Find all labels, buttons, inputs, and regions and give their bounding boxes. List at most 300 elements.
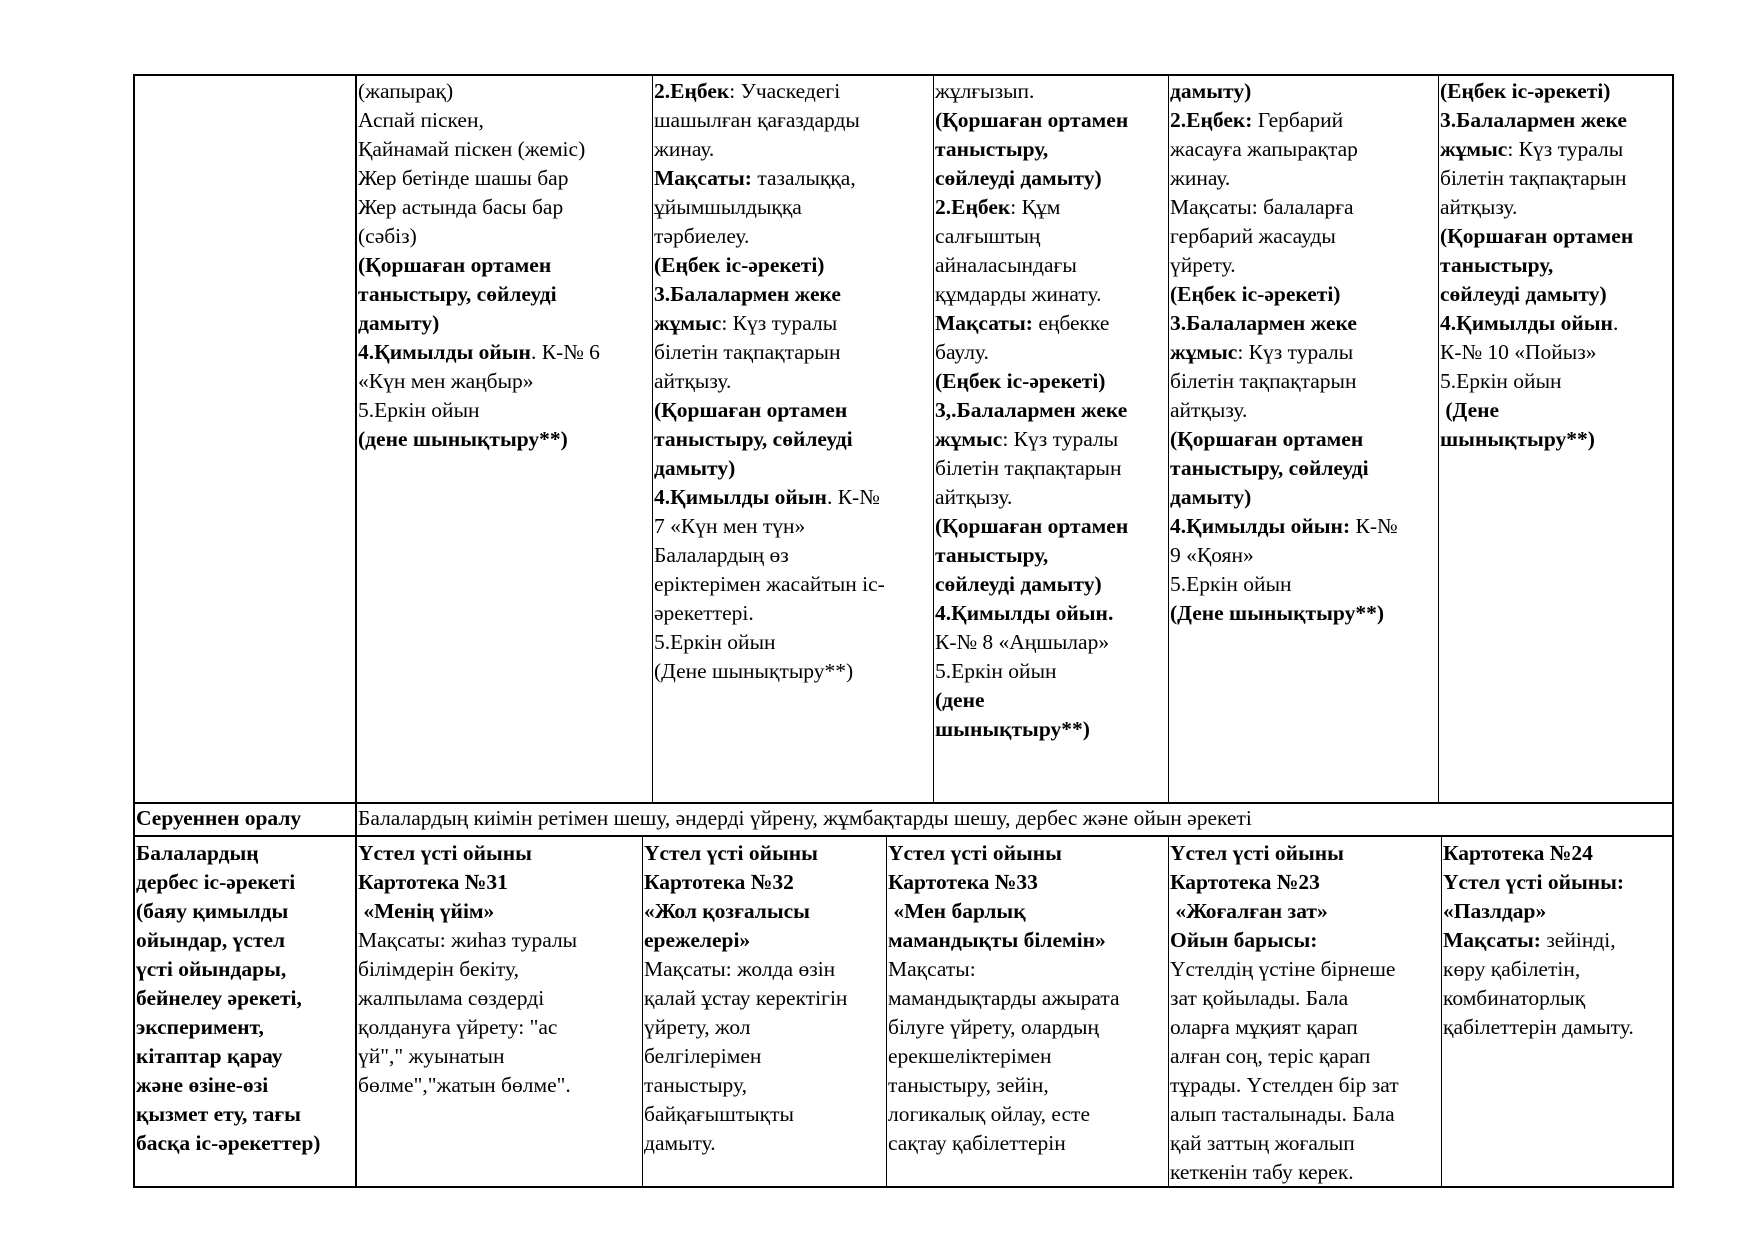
cell-text-line <box>1440 309 1671 338</box>
body-text: үйрету. <box>1170 253 1236 277</box>
cell-text-line <box>136 839 353 868</box>
table-border-top <box>133 74 1674 76</box>
body-text: тұрады. Үстелден бір зат <box>1170 1073 1399 1097</box>
body-text: 5.Еркін ойын <box>935 659 1057 683</box>
bold-text: «Менің үйім» <box>358 899 495 923</box>
bold-text: сөйлеуді дамыту) <box>1440 282 1607 306</box>
cell-text-line <box>644 868 885 897</box>
cell-text-line <box>888 1013 1167 1042</box>
body-text: . К-№ 6 <box>530 340 600 364</box>
cell-text-line <box>644 955 885 984</box>
bold-text: таныстыру, сөйлеуді <box>358 282 557 306</box>
cell-text-line <box>644 1129 885 1158</box>
bold-text: (Қоршаған ортамен <box>1170 427 1364 451</box>
cell-text-line <box>1443 1013 1671 1042</box>
cell-text-line <box>644 1100 885 1129</box>
body-text: оларға мұқият қарап <box>1170 1015 1358 1039</box>
bold-text: (Дене <box>1440 398 1500 422</box>
bold-text: «Мен барлық <box>888 899 1026 923</box>
cell-text-line <box>935 106 1167 135</box>
cell-text-line <box>1170 164 1437 193</box>
bold-text: таныстыру, <box>1440 253 1554 277</box>
cell-text-line <box>935 164 1167 193</box>
body-text: Үстелдің үстіне бірнеше <box>1170 957 1396 981</box>
cell-text-line <box>358 251 650 280</box>
cell-top-col-1 <box>136 77 353 801</box>
body-text: Балалардың киімін ретімен шешу, әндерді үйрену, жұмбақтарды шешу, дербес және ойын әрекеті <box>358 806 1252 830</box>
body-text: : Күз туралы <box>1507 137 1624 161</box>
body-text: мамандықтарды ажырата <box>888 986 1120 1010</box>
body-text: баулу. <box>935 340 989 364</box>
cell-text-line <box>644 1071 885 1100</box>
bold-text: (баяу қимылды <box>136 899 289 923</box>
bold-text: «Жол қозғалысы <box>644 899 810 923</box>
body-text: дамыту. <box>644 1131 716 1155</box>
body-text: зейінді, <box>1540 928 1616 952</box>
body-text: зат қойылады. Бала <box>1170 986 1349 1010</box>
cell-text-line <box>1170 541 1437 570</box>
cell-return-content <box>358 804 1670 835</box>
cell-text-line <box>1170 926 1440 955</box>
cell-text-line <box>358 367 650 396</box>
cell-text-line <box>654 628 931 657</box>
cell-text-line <box>644 1013 885 1042</box>
body-text: логикалық ойлау, есте <box>888 1102 1090 1126</box>
body-text: таныстыру, зейін, <box>888 1073 1049 1097</box>
cell-text-line <box>935 193 1167 222</box>
cell-text-line <box>1170 280 1437 309</box>
cell-text-line <box>1170 839 1440 868</box>
bold-text: Ойын барысы: <box>1170 928 1318 952</box>
body-text: «Күн мен жаңбыр» <box>358 369 534 393</box>
bold-text: (дене шынықтыру**) <box>358 427 568 451</box>
cell-text-line <box>1170 135 1437 164</box>
body-text: Мақсаты: <box>888 957 976 981</box>
cell-text-line <box>358 955 640 984</box>
body-text: білетін тақпақтарын <box>654 340 841 364</box>
body-text: 5.Еркін ойын <box>1170 572 1292 596</box>
col-divider-top-2 <box>933 74 934 804</box>
body-text: қолдануға үйрету: "ас <box>358 1015 558 1039</box>
cell-text-line <box>935 77 1167 106</box>
bold-text: (Қоршаған ортамен <box>1440 224 1634 248</box>
bold-text: Үстел үсті ойыны: <box>1443 870 1625 894</box>
cell-text-line <box>1440 135 1671 164</box>
cell-text-line <box>136 1042 353 1071</box>
cell-text-line <box>1170 1129 1440 1158</box>
cell-text-line <box>358 193 650 222</box>
cell-text-line <box>654 106 931 135</box>
cell-text-line <box>358 984 640 1013</box>
bold-text: таныстыру, сөйлеуді <box>654 427 853 451</box>
cell-text-line <box>1170 1071 1440 1100</box>
body-text: К-№ <box>1350 514 1398 538</box>
body-text: комбинаторлық <box>1443 986 1586 1010</box>
table-border-left <box>133 74 135 1188</box>
cell-text-line <box>1440 396 1671 425</box>
cell-text-line <box>358 222 650 251</box>
body-text: жинау. <box>1170 166 1231 190</box>
cell-text-line <box>1170 425 1437 454</box>
cell-text-line <box>654 222 931 251</box>
cell-text-line <box>935 628 1167 657</box>
table-border-bottom <box>133 1186 1674 1188</box>
cell-text-line <box>1170 222 1437 251</box>
bold-text: 3.Балалармен жеке <box>1170 311 1357 335</box>
cell-text-line <box>358 135 650 164</box>
cell-text-line <box>358 804 1670 833</box>
body-text: (жапырақ) <box>358 79 454 103</box>
cell-independent-col-5 <box>1170 839 1440 1185</box>
cell-text-line <box>358 1071 640 1100</box>
bold-text: мамандықты білемін» <box>888 928 1106 952</box>
cell-text-line <box>654 657 931 686</box>
body-text: көру қабілетін, <box>1443 957 1581 981</box>
cell-text-line <box>1440 106 1671 135</box>
cell-text-line <box>1170 599 1437 628</box>
cell-return-label <box>136 804 353 835</box>
cell-text-line <box>654 396 931 425</box>
body-text: белгілерімен <box>644 1044 762 1068</box>
bold-text: Балалардың <box>136 841 259 865</box>
cell-text-line <box>888 926 1167 955</box>
bold-text: (Қоршаған ортамен <box>935 108 1129 132</box>
cell-text-line <box>358 396 650 425</box>
body-text: Мақсаты: жиһаз туралы <box>358 928 578 952</box>
cell-text-line <box>654 251 931 280</box>
body-text: тазалыққа, <box>751 166 856 190</box>
body-text: бөлме","жатын бөлме". <box>358 1073 571 1097</box>
bold-text: таныстыру, <box>935 543 1049 567</box>
body-text: тәрбиелеу. <box>654 224 750 248</box>
cell-text-line <box>1170 512 1437 541</box>
body-text: . <box>1612 311 1619 335</box>
body-text: еріктерімен жасайтын іс- <box>654 572 885 596</box>
bold-text: (Еңбек іс-әрекеті) <box>935 369 1106 393</box>
cell-text-line <box>935 222 1167 251</box>
cell-text-line <box>888 839 1167 868</box>
bold-text: үсті ойындары, <box>136 957 287 981</box>
body-text: жасауға жапырақтар <box>1170 137 1358 161</box>
cell-text-line <box>654 367 931 396</box>
cell-text-line <box>644 926 885 955</box>
cell-text-line <box>888 984 1167 1013</box>
body-text: айтқызу. <box>654 369 732 393</box>
body-text: жұлғызып. <box>935 79 1035 103</box>
bold-text: (Дене шынықтыру**) <box>1170 601 1384 625</box>
body-text: (сәбіз) <box>358 224 417 248</box>
cell-text-line <box>1170 1042 1440 1071</box>
bold-text: Картотека №23 <box>1170 870 1320 894</box>
cell-text-line <box>358 839 640 868</box>
bold-text: қызмет ету, тағы <box>136 1102 301 1126</box>
cell-text-line <box>1440 193 1671 222</box>
bold-text: Үстел үсті ойыны <box>358 841 532 865</box>
body-text: : Күз туралы <box>1237 340 1354 364</box>
bold-text: сөйлеуді дамыту) <box>935 572 1102 596</box>
cell-text-line <box>888 1100 1167 1129</box>
cell-text-line <box>888 868 1167 897</box>
body-text: құмдарды жинату. <box>935 282 1102 306</box>
body-text: : Құм <box>1010 195 1061 219</box>
bold-text: Картотека №24 <box>1443 841 1593 865</box>
bold-text: 3.Балалармен жеке <box>654 282 841 306</box>
bold-text: «Жоғалған зат» <box>1170 899 1328 923</box>
cell-text-line <box>1170 251 1437 280</box>
body-text: К-№ 8 «Аңшылар» <box>935 630 1110 654</box>
body-text: жинау. <box>654 137 715 161</box>
cell-text-line <box>654 135 931 164</box>
cell-text-line <box>1440 251 1671 280</box>
bold-text: дамыту) <box>1170 485 1252 509</box>
body-text: байқағыштықты <box>644 1102 794 1126</box>
cell-text-line <box>654 425 931 454</box>
cell-text-line <box>1440 280 1671 309</box>
cell-top-col-6 <box>1440 77 1671 801</box>
body-text: : Күз туралы <box>1002 427 1119 451</box>
cell-text-line <box>935 599 1167 628</box>
body-text: . К-№ <box>826 485 880 509</box>
body-text: : Учаскедегі <box>729 79 841 103</box>
cell-text-line <box>1443 926 1671 955</box>
cell-text-line <box>136 926 353 955</box>
cell-text-line <box>935 425 1167 454</box>
bold-text: 4.Қимылды ойын: <box>1170 514 1351 538</box>
cell-text-line <box>358 1042 640 1071</box>
cell-text-line <box>644 984 885 1013</box>
body-text: : Күз туралы <box>721 311 838 335</box>
body-text: 5.Еркін ойын <box>358 398 480 422</box>
bold-text: Картотека №33 <box>888 870 1038 894</box>
cell-text-line <box>1443 897 1671 926</box>
body-text: жалпылама сөздерді <box>358 986 545 1010</box>
cell-independent-col-4 <box>888 839 1167 1185</box>
cell-text-line <box>136 1129 353 1158</box>
body-text: айтқызу. <box>1170 398 1248 422</box>
body-text: 9 «Қоян» <box>1170 543 1254 567</box>
cell-text-line <box>935 715 1167 744</box>
body-text: Мақсаты: балаларға <box>1170 195 1354 219</box>
cell-text-line <box>654 309 931 338</box>
bold-text: дамыту) <box>1170 79 1252 103</box>
cell-text-line <box>1443 868 1671 897</box>
cell-text-line <box>1440 338 1671 367</box>
body-text: Мақсаты: жолда өзін <box>644 957 836 981</box>
cell-text-line <box>358 164 650 193</box>
bold-text: Үстел үсті ойыны <box>888 841 1062 865</box>
bold-text: дамыту) <box>654 456 736 480</box>
body-text: үйрету, жол <box>644 1015 751 1039</box>
col-divider-top-1 <box>652 74 653 804</box>
body-text: ерекшеліктерімен <box>888 1044 1052 1068</box>
bold-text: 2.Еңбек <box>935 195 1011 219</box>
cell-text-line <box>935 309 1167 338</box>
body-text: гербарий жасауды <box>1170 224 1336 248</box>
bold-text: жұмыс <box>935 427 1003 451</box>
cell-text-line <box>888 897 1167 926</box>
bold-text: Мақсаты: <box>935 311 1033 335</box>
cell-text-line <box>1170 309 1437 338</box>
bold-text: жұмыс <box>654 311 722 335</box>
cell-text-line <box>935 570 1167 599</box>
col-divider-bottom-3 <box>1168 836 1169 1188</box>
cell-text-line <box>644 839 885 868</box>
body-text: Балалардың өз <box>654 543 789 567</box>
body-text: (Дене шынықтыру**) <box>654 659 854 683</box>
cell-text-line <box>1170 106 1437 135</box>
cell-text-line <box>358 309 650 338</box>
cell-text-line <box>644 1042 885 1071</box>
bold-text: таныстыру, <box>935 137 1049 161</box>
cell-text-line <box>358 280 650 309</box>
bold-text: бейнелеу әрекеті, <box>136 986 302 1010</box>
bold-text: 3.Балалармен жеке <box>1440 108 1627 132</box>
body-text: ұйымшылдыққа <box>654 195 802 219</box>
cell-independent-label <box>136 839 353 1185</box>
col-divider-bottom-2 <box>886 836 887 1188</box>
bold-text: (Қоршаған ортамен <box>358 253 552 277</box>
cell-text-line <box>1170 338 1437 367</box>
body-text: білетін тақпақтарын <box>1170 369 1357 393</box>
bold-text: таныстыру, сөйлеуді <box>1170 456 1369 480</box>
cell-text-line <box>1170 367 1437 396</box>
cell-text-line <box>935 367 1167 396</box>
table-border-right <box>1672 74 1674 1188</box>
bold-text: Үстел үсті ойыны <box>644 841 818 865</box>
cell-text-line <box>935 251 1167 280</box>
bold-text: (Қоршаған ортамен <box>654 398 848 422</box>
cell-text-line <box>935 280 1167 309</box>
cell-text-line <box>1170 193 1437 222</box>
body-text: үй"," жуынатын <box>358 1044 505 1068</box>
cell-text-line <box>136 1013 353 1042</box>
bold-text: 3,.Балалармен жеке <box>935 398 1128 422</box>
cell-text-line <box>654 599 931 628</box>
body-text: Қайнамай піскен (жеміс) <box>358 137 586 161</box>
body-text: еңбекке <box>1032 311 1110 335</box>
cell-top-col-2 <box>358 77 650 801</box>
body-text: айтқызу. <box>1440 195 1518 219</box>
cell-text-line <box>1440 164 1671 193</box>
cell-text-line <box>1170 984 1440 1013</box>
cell-text-line <box>358 77 650 106</box>
cell-text-line <box>358 868 640 897</box>
cell-text-line <box>136 1100 353 1129</box>
cell-text-line <box>358 106 650 135</box>
col-divider-top-4 <box>1438 74 1439 804</box>
cell-text-line <box>1170 868 1440 897</box>
bold-text: басқа іс-әрекеттер) <box>136 1131 321 1155</box>
cell-text-line <box>1170 955 1440 984</box>
cell-text-line <box>654 541 931 570</box>
cell-text-line <box>1170 483 1437 512</box>
body-text: білуге үйрету, олардың <box>888 1015 1099 1039</box>
bold-text: сөйлеуді дамыту) <box>935 166 1102 190</box>
body-text: қай заттың жоғалып <box>1170 1131 1355 1155</box>
bold-text: дамыту) <box>358 311 440 335</box>
cell-text-line <box>1443 984 1671 1013</box>
col-divider-bottom-4 <box>1441 836 1442 1188</box>
row-divider-2 <box>133 835 1674 837</box>
body-text: 5.Еркін ойын <box>654 630 776 654</box>
bold-text: Картотека №31 <box>358 870 508 894</box>
body-text: сақтау қабілеттерін <box>888 1131 1066 1155</box>
cell-text-line <box>654 454 931 483</box>
bold-text: (Еңбек іс-әрекеті) <box>1170 282 1341 306</box>
cell-text-line <box>654 512 931 541</box>
cell-independent-col-6 <box>1443 839 1671 1185</box>
col-divider-label <box>355 74 357 1188</box>
cell-text-line <box>1170 1158 1440 1185</box>
body-text: Гербарий <box>1252 108 1344 132</box>
body-text: алып тасталынады. Бала <box>1170 1102 1395 1126</box>
cell-text-line <box>935 396 1167 425</box>
cell-text-line <box>1440 425 1671 454</box>
cell-text-line <box>136 804 353 833</box>
cell-text-line <box>136 955 353 984</box>
body-text: әрекеттері. <box>654 601 754 625</box>
cell-text-line <box>1440 77 1671 106</box>
body-text: 7 «Күн мен түн» <box>654 514 806 538</box>
bold-text: жұмыс <box>1440 137 1508 161</box>
body-text: салғыштың <box>935 224 1041 248</box>
cell-text-line <box>358 425 650 454</box>
cell-text-line <box>1170 1100 1440 1129</box>
body-text: Аспай піскен, <box>358 108 484 132</box>
cell-text-line <box>136 897 353 926</box>
cell-text-line <box>654 77 931 106</box>
cell-text-line <box>1170 897 1440 926</box>
cell-text-line <box>358 926 640 955</box>
bold-text: (дене <box>935 688 985 712</box>
cell-top-col-4 <box>935 77 1167 801</box>
bold-text: дербес іс-әрекеті <box>136 870 296 894</box>
cell-text-line <box>654 164 931 193</box>
body-text: Жер бетінде шашы бар <box>358 166 569 190</box>
body-text: білетін тақпақтарын <box>1440 166 1627 190</box>
cell-text-line <box>644 897 885 926</box>
cell-text-line <box>888 1129 1167 1158</box>
bold-text: (Еңбек іс-әрекеті) <box>1440 79 1611 103</box>
bold-text: (Қоршаған ортамен <box>935 514 1129 538</box>
cell-text-line <box>654 338 931 367</box>
bold-text: ережелері» <box>644 928 751 952</box>
bold-text: Картотека №32 <box>644 870 794 894</box>
cell-text-line <box>654 193 931 222</box>
body-text: айналасындағы <box>935 253 1077 277</box>
body-text: айтқызу. <box>935 485 1013 509</box>
body-text: білетін тақпақтарын <box>935 456 1122 480</box>
bold-text: эксперимент, <box>136 1015 264 1039</box>
cell-text-line <box>1170 77 1437 106</box>
cell-text-line <box>1170 1013 1440 1042</box>
col-divider-top-3 <box>1168 74 1169 804</box>
body-text: К-№ 10 «Пойыз» <box>1440 340 1597 364</box>
cell-independent-col-3 <box>644 839 885 1185</box>
bold-text: (Еңбек іс-әрекеті) <box>654 253 825 277</box>
cell-text-line <box>136 868 353 897</box>
body-text: таныстыру, <box>644 1073 747 1097</box>
cell-text-line <box>935 686 1167 715</box>
cell-text-line <box>358 338 650 367</box>
bold-text: 4.Қимылды ойын <box>358 340 531 364</box>
bold-text: ойындар, үстел <box>136 928 286 952</box>
cell-top-col-3 <box>654 77 931 801</box>
cell-text-line <box>888 1042 1167 1071</box>
bold-text: кітаптар қарау <box>136 1044 283 1068</box>
cell-text-line <box>1170 570 1437 599</box>
cell-text-line <box>935 512 1167 541</box>
